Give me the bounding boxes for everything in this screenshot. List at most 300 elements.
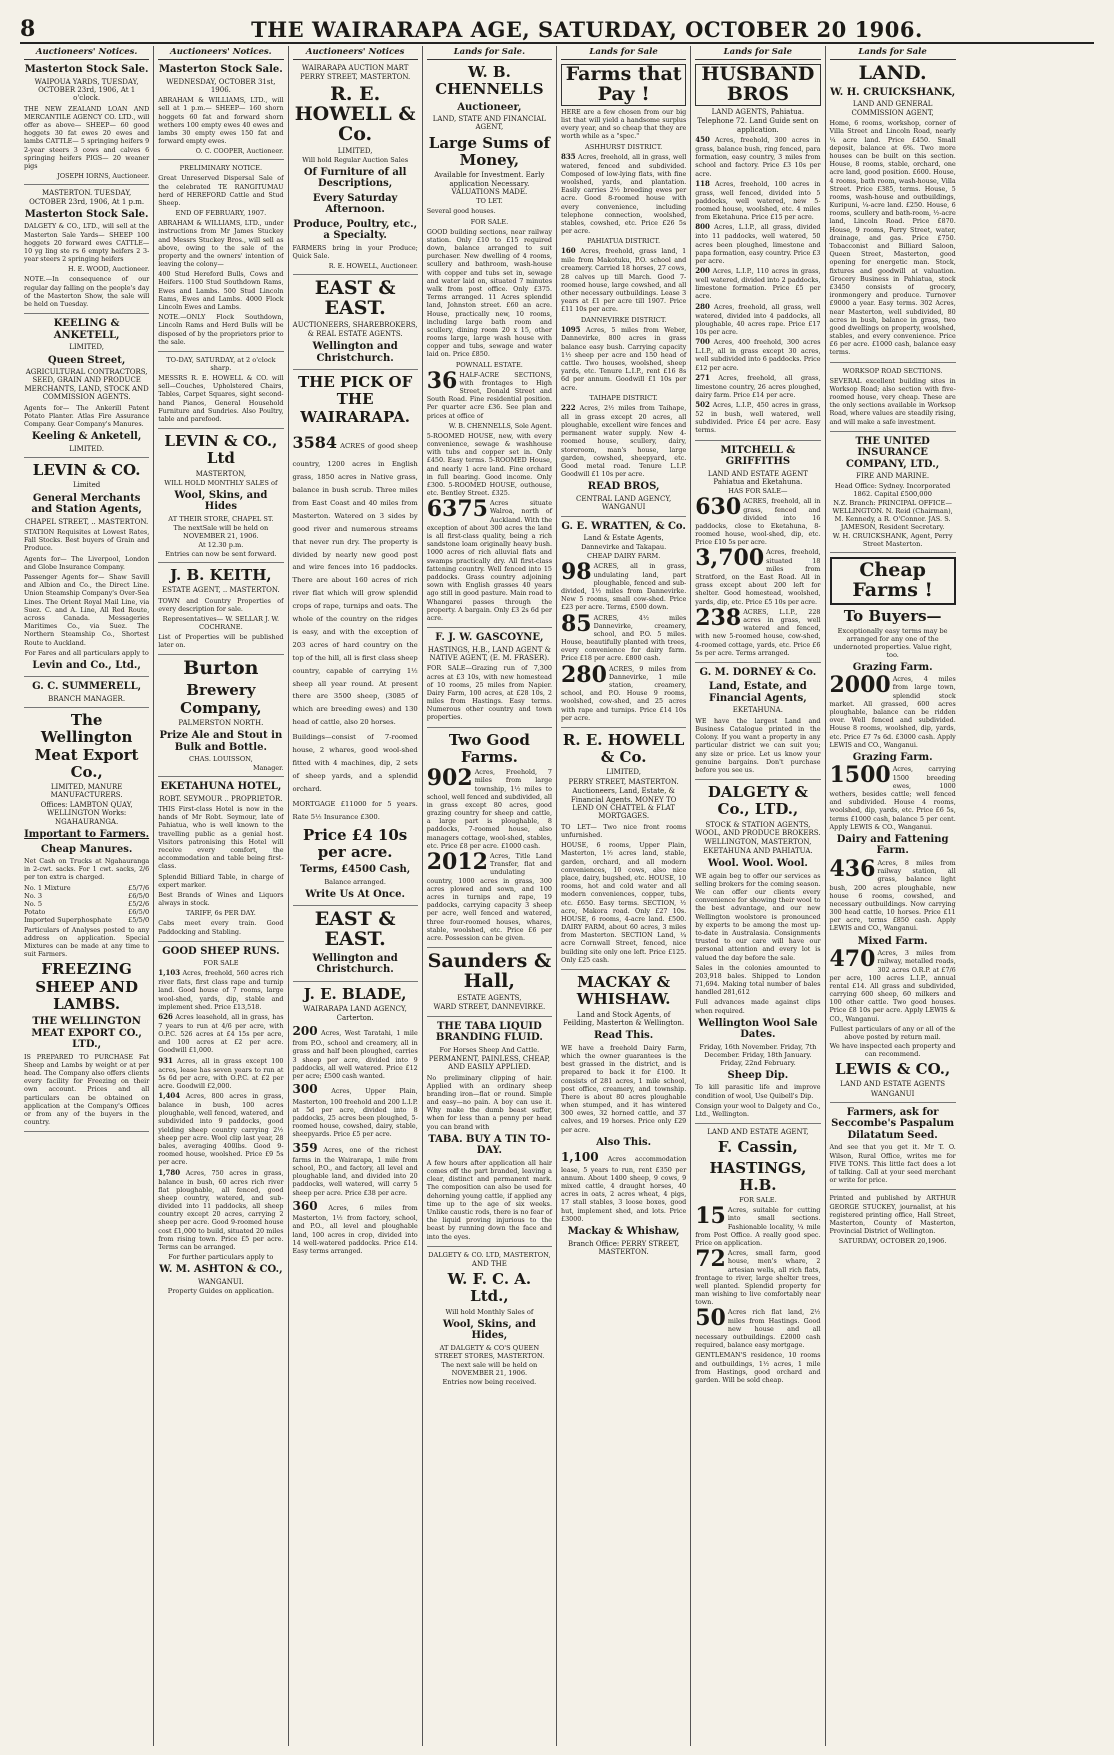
advert-price: Price £4 10s per acre.: [303, 825, 408, 861]
advert-body: Produce, Poultry, etc., a Specialty.: [293, 218, 418, 242]
advert-note: Entries can now be sent forward.: [165, 549, 277, 558]
advert-body: Friday, 16th November. Friday, 7th December. Friday, 18th January. Friday, 22nd February.: [699, 1042, 817, 1067]
advert-howell-auctions: [293, 64, 418, 275]
advert-body: ABRAHAM & WILLIAMS, LTD., under instructions from Mr James Stuckey and Messrs Stuckey Bros., will sell as above, owing to the sale of the property and the owners' intention of leaving the colony—: [158, 219, 284, 269]
advert-body: Will hold Regular Auction Sales: [302, 155, 409, 164]
advert-body: At 12.30 p.m.: [198, 540, 244, 549]
page-columns: [20, 46, 1094, 1746]
advert-subtitle: To Buyers—: [843, 606, 942, 625]
advert-title: Masterton Stock Sale.: [158, 64, 283, 75]
advert-title: J. E. BLADE,: [303, 984, 407, 1003]
listing: 280 Acres, freehold, all grass, well watered, divided into 4 paddocks, all ploughable, 40 acres rape. Price £17 10s per acre.: [695, 301, 821, 336]
advert-body: To kill parasitic life and improve condition of wool, Use Quibell's Dip.: [695, 1083, 821, 1100]
listing: 1095 Acres, 5 miles from Weber, Dannevirke, 800 acres in grass balance easy bush. Carrying capacity 1½ sheep per acre and 150 head of cattle. Two houses, woolshed, sheep yards, etc. Tenure L.I.P., rent £16 8s 6d per annum. Goodwill £1 10s per acre.: [561, 324, 687, 392]
advert-note: For further particulars apply to: [168, 1253, 274, 1262]
advert-note: Cabs meet every train. Good Paddocking and Stabling.: [158, 919, 284, 936]
advert-title: DALGETY & Co., LTD.,: [707, 783, 808, 819]
imprint: [830, 1194, 956, 1249]
advert-subtitle: END OF FEBRUARY, 1907.: [175, 209, 267, 218]
advert-body: Large Sums of Money,: [428, 133, 550, 170]
advert-pick-of-wairarapa: [293, 374, 418, 906]
advert-title: F. J. W. GASCOYNE,: [435, 632, 544, 644]
column-heading: Lands for Sale: [561, 46, 686, 60]
advert-title: Cheap Farms !: [830, 557, 956, 605]
district-heading: DANNEVIRKE DISTRICT.: [580, 315, 667, 324]
advert-east-east-2: [293, 910, 418, 982]
advert-body: 5-ROOMED HOUSE, new, with every convenience, sewage & washhouse with tubs and copper set in. Only £450. Easy terms. 5-ROOMED House, and nearly 1 acre land. Fine orchard in full bearing. Good income. Only £300. 5-ROOMED HOUSE, outhouse, etc. Bentley Street. £325.: [426, 431, 552, 498]
advert-mackay-whishaw: [561, 974, 686, 1260]
price-row: Imported Superphosphate £5/5/0: [24, 915, 150, 924]
column-5: [557, 46, 691, 1746]
advert-keeling-anketell: [24, 318, 149, 458]
advert-signature: W. B. CHENNELLS, Sole Agent.: [448, 421, 552, 430]
advert-body: WE again beg to offer our services as selling brokers for the coming season. We can offer our clients every convenience for showing their wool to the best advantage, and our new Wellington woolstore is pronounced by experts to be among the most up-to-date in Australasia. Consignments trusted to our care will have our personal attention and every lot is valued the day before the sale.: [695, 871, 821, 962]
advert-subtitle: Land and Stock Agents, of Feilding, Masterton & Wellington.: [563, 1010, 685, 1027]
listing: 271 Acres, freehold, all grass, limestone country, 26 acres ploughed, dairy farm. Price £14 per acre.: [695, 372, 821, 399]
imprint-date: SATURDAY, OCTOBER 20,1906.: [838, 1237, 947, 1246]
advert-subtitle: ESTATE AGENT, .. MASTERTON.: [161, 586, 280, 595]
advert-title: R. E. HOWELL & Co.: [294, 82, 416, 145]
advert-saunders-hall: [427, 952, 552, 1017]
advert-note: Particulars of Analyses posted to any address on application. Special Mixtures can be made at any time to suit Farmers.: [24, 925, 150, 959]
advert-eketahuna-hotel: [158, 781, 283, 942]
advert-subtitle: LAND AND GENERAL COMMISSION AGENT,: [851, 100, 934, 117]
advert-subtitle: HAS FOR SALE—: [728, 487, 788, 496]
listing: 1,780 Acres, 750 acres in grass, balance in bush, 60 acres rich river flat ploughable, all fenced, good sheep country, watered, and sub-divided into 11 paddocks, all sheep country except 20 acres, carrying 2 sheep per acre. Good 9-roomed house cost £1,000 to build, situated 20 miles from rising town. Price £5 per acre. Terms can be arranged.: [158, 1167, 284, 1252]
advert-subtitle: General Merchants and Station Agents,: [31, 492, 142, 516]
advert-subtitle: LAND, STATE AND FINANCIAL AGENT,: [432, 115, 546, 132]
listing: 238 ACRES, L.I.P., 228 acres in grass, well watered and fenced, with new 5-roomed house, cow-shed, 4-roomed cottage, yards, etc. Price £6 5s per acre. Terms arranged.: [695, 604, 821, 657]
advert-address: WANGANUI: [870, 1089, 915, 1098]
listing: 2012 Acres, Title Land Transfer, flat and undulating country, 1000 acres in grass, 300 acres plowed and sown, and 100 acres in turnips and rape, 19 paddocks, carrying capacity 3 sheep per acre, well fenced and watered, three four-roomed houses, whares, stable, woolshed, etc. Price £6 per acre. Possession can be given.: [426, 849, 552, 942]
price-row: No. 5 £5/2/6: [24, 899, 150, 908]
advert-body: Home, 6 rooms, workshop, corner of Villa Street and Lincoln Road, nearly ¼ acre land. Price £450. Small deposit, balance at 6%. Two more houses can be built on this section. House, 8 rooms, stable, orchard, one acre land, good position. £600. House, 4 rooms, bath room, wash-house, Villa Street. Price £385, terms. House, 5 rooms, wash-house and outbuildings, Kuripuni, ¼-acre land. £250. House, 6 rooms, scullery and bath-room, ½-acre land, Lincoln Road. Price £870. House, 9 rooms, Perry Street, water, drainage, and gas. Price £750. Tobacconist and Billiard Saloon, Queen Street, Masterton, good opening for energetic man. Stock, fixtures and goodwill at valuation. Grocery Business in Pahiatua, stock £3450 consists of grocery, ironmongery and produce. Turnover £9000 a year. Easy terms. 302 Acres, near Masterton, well subdivided, 80 acres in bush, balance in grass, two good dwellings on property, woolshed, stables, and every convenience. Price £6 per acre. £1000 cash, balance easy terms.: [829, 119, 956, 357]
advert-subtitle: Wellington Wool Sale Dates.: [698, 1017, 818, 1041]
advert-signature: LEWIS & CO.,: [835, 1059, 951, 1078]
listing: 931 Acres, all in grass except 100 acres, lease has seven years to run at 5s 6d per acre, with O.P.C. at £2 per acre. Goodwill £2,000.: [158, 1055, 284, 1090]
column-3: [289, 46, 423, 1746]
advert-signature: READ BROS,: [587, 481, 660, 493]
advert-body: DALGETY & CO., LTD., will sell at the Masterton Sale Yards— SHEEP 100 hoggets 20 forward ewes CATTLE— 10 yg ling ste rs 6 empty heifers 2 3-year steers 2 springing heifers: [24, 222, 150, 264]
advert-title: Masterton Stock Sale.: [24, 64, 149, 75]
advert-title: MACKAY & WHISHAW.: [576, 973, 671, 1009]
advert-farms-that-pay: [561, 64, 686, 517]
advert-body: FARMERS bring in your Produce; Quick Sale.: [292, 243, 418, 261]
advert-body: Net Cash on Trucks at Ngahauranga in 2-cwt. sacks. For 1 cwt. sacks, 2/6 per ton extra is charged.: [24, 857, 150, 882]
advert-body: Will hold Monthly Sales of: [445, 1307, 534, 1316]
listing: 436 Acres, 8 miles from railway station, all grass, balance light bush, 200 acres ploughable, new house 6 rooms, cowshed, and necessary outbuildings. Now carrying 300 head cattle, 10 horses. Price £11 per acre, terms £850 cash. Apply LEWIS and CO., Wanganui.: [829, 855, 956, 933]
advert-wellington-meat-export: [24, 712, 149, 1132]
advert-body: Head Office: Sydney. Incorporated 1862. Capital £500,000: [834, 481, 951, 498]
advert-keith: [158, 567, 283, 655]
advert-subtitle: STOCK & STATION AGENTS, WOOL, AND PRODUCE BROKERS.: [695, 820, 821, 837]
advert-signature: Mackay & Whishaw,: [567, 1226, 680, 1238]
advert-gascoyne: [427, 632, 552, 728]
advert-subtitle: THE WELLINGTON MEAT EXPORT CO., LTD.,: [31, 1016, 142, 1051]
advert-body: Sales in the colonies amounted to 203,918 bales. Shipped to London 71,694. Making total number of bales handled 281,612: [695, 963, 821, 997]
listing-heading: Grazing Farm.: [852, 751, 933, 763]
column-heading: Auctioneers' Notices.: [158, 46, 283, 60]
advert-subtitle: Brewery Company,: [180, 681, 262, 717]
advert-body: GENTLEMAN'S residence, 10 rooms and outbuildings, 1½ acres, 1 mile from Hastings, good orchard and garden. Will be sold cheap.: [695, 1351, 821, 1384]
advert-body: WE have a freehold Dairy Farm, which the owner guarantees is the best grassed in the district, and is prepared to back it for £100. It consists of 281 acres, 1 mile school, post office, creamery, and township. There is about 80 acres ploughable when stumped, and it has wintered 300 ewes, 32 horned cattle, and 37 calves, and 19 horses. Price only £29 per acre.: [561, 1043, 687, 1134]
listing: 626 Acres leasehold, all in grass, has 7 years to run at 4/6 per acre, with O.P.C. 526 acres at £4 15s per acre, and 100 acres at £2 per acre. Goodwill £1,000.: [158, 1011, 284, 1055]
advert-title: MITCHELL & GRIFFITHS: [720, 444, 796, 468]
advert-body: Agents for— The Ankerill Patent Potato Planter. Atlas Fire Assurance Company. Gear Company's Manures.: [24, 403, 150, 428]
advert-title: TO-DAY, SATURDAY, at 2 o'clock sharp.: [166, 355, 276, 372]
advert-body: GOOD building sections, near railway station. Only £10 to £15 required down, balance arranged to suit purchaser. New dwelling of 4 rooms, scullery and bathroom, wash-house with copper and tubs set in, sewage and water laid on, situated 7 minutes walk from post office. Only £375. Terms arranged. 11 Acres splendid land, Johnston street. £60 an acre. House, practically new, 10 rooms, including large bath room and scullery, dining room 20 x 15, other rooms large, large wash house with copper and tubs, sewage and water laid on. Price £850.: [426, 227, 552, 359]
imprint-text: Printed and published by ARTHUR GEORGE STUCKEY, journalist, at his registered printing office, Hall Street, Masterton, County of Masterton, Provincial District of Wellington.: [829, 1194, 956, 1236]
advert-title: HUSBAND BROS: [695, 64, 820, 106]
advert-subtitle: LAND AND ESTATE AGENTS: [840, 1080, 946, 1089]
advert-title: Burton: [183, 657, 259, 680]
advert-subtitle: TO LET.: [476, 197, 503, 206]
advert-subtitle: LIMITED,: [606, 768, 641, 777]
listing: 6375 Acres situate Walroa, north of Auckland. With the exception of about 300 acres the land is all first-class quality, being a rich sandstone loam originally heavy bush. 1000 acres of rich alluvial flats and swamps practically dry. All first-class fattening country. Well fenced into 15 paddocks. Grass country adjoining sown with English grasses 40 years ago still in good pasture. Main road to Whangarei passes through the property. A bargain. Only £3 2s 6d per acre.: [426, 496, 552, 622]
advert-subtitle: WAIPOUA YARDS, TUESDAY, OCTOBER 23rd, 1906, At 1 o'clock.: [34, 77, 139, 103]
listing: 300 Acres, Upper Plain, Masterton, 100 freehold and 200 L.I.P. at 5d per acre, divided into 8 paddocks, 25 acres been ploughed, 5-roomed house, cowshed, dairy, stable, sheepyards. Price £5 per acre.: [292, 1082, 418, 1139]
advert-body: No preliminary clipping of hair. Applied with an ordinary sheep branding iron—flat or round. Simple and easy—no pain. A boy can use it. Why make the dumb beast suffer, when for less than a penny per head you can brand with: [426, 1073, 552, 1131]
district-heading: ASHHURST DISTRICT.: [584, 142, 663, 151]
advert-title: LEVIN & CO.: [32, 461, 141, 480]
advert-signature: CHAS. LOUISSON,: [189, 755, 253, 764]
listing: 280 ACRES, 9 miles from Dannevirke, 1 mile station, creamery, school, and P.O. House 9 rooms, woolshed, cow-shed, and 25 acres with rape and turnips. Price £14 10s per acre.: [561, 661, 687, 722]
advert-body: MORTGAGE £11000 for 5 years. Rate 5½ Insurance £300.: [292, 799, 418, 821]
advert-title: G. M. DORNEY & Co.: [699, 666, 817, 678]
newspaper-title: THE WAIRARAPA AGE, SATURDAY, OCTOBER 20 1906.: [251, 17, 923, 42]
advert-subtitle: WEDNESDAY, OCTOBER 31st, 1906.: [166, 77, 276, 94]
advert-subtitle: Wool. Wool. Wool.: [707, 858, 808, 870]
advert-title: EKETAHUNA HOTEL,: [160, 781, 282, 793]
listing: 450 Acres, freehold, 300 acres in grass, balance bush, ring fenced, para formation, easy country, 3 miles from school and factory. Price £3 10s per acre.: [695, 135, 821, 178]
advert-subtitle: Queen Street,: [47, 354, 126, 366]
advert-address: WELLINGTON, MASTERTON, EKETAHUNA AND PAHIATUA.: [703, 838, 813, 855]
advert-address: WANGANUI.: [198, 1277, 244, 1286]
advert-subtitle: ROBT. SEYMOUR .. PROPRIETOR.: [159, 794, 283, 803]
advert-title: Two Good Farms.: [448, 730, 530, 766]
advert-united-insurance: [830, 436, 956, 553]
listing: 360 Acres, 6 miles from Masterton, 1½ from factory, school, and P.O., all level and ploughable land, 100 acres in crop, divided into 14 well-watered paddocks. Price £14. Easy terms arranged.: [292, 1198, 418, 1255]
advert-address: AT THEIR STORE, CHAPEL ST.: [168, 514, 274, 523]
advert-title: LEVIN & CO., Ltd: [164, 432, 278, 468]
advert-signature: H. E. WOOD, Auctioneer.: [68, 265, 150, 274]
advert-note: NOTE.—In consequence of our regular day falling on the people's day of the Masterton Show, the sale will be held on Tuesday.: [24, 275, 150, 308]
advert-subtitle: ESTATE AGENTS,: [457, 993, 522, 1002]
advert-title: GOOD SHEEP RUNS.: [162, 945, 280, 957]
advert-address: Offices: LAMBTON QUAY, WELLINGTON Works: NGAHAURANGA.: [40, 800, 133, 826]
listing: 1,103 Acres, freehold, 560 acres rich river flats, first class rape and turnip land. Good house of 7 rooms, large wool-shed, yards, dip, stable and implement shed. Price £13,518.: [158, 968, 284, 1011]
advert-signature: R. E. HOWELL, Auctioneer.: [328, 262, 418, 271]
advert-subtitle: Read This.: [594, 1030, 654, 1042]
advert-subtitle: LIMITED,: [69, 343, 104, 352]
listing: 3584 ACRES of good sheep country, 1200 acres in English grass, 1850 acres in Native grass, balance in bush scrub. Three miles from East Coast and 40 miles from Masterton. Watered on 3 sides by good river and numerous streams that never run dry. The property is divided by nearly new good post and wire fences into 16 paddocks. There are about 160 acres of rich river flat which will grow splendid crops of rape, turnips and oats. The whole of the country on the ridges is easy, and with the exception of 203 acres of hard country on the top of the hill, all is first class sheep country, capable of carrying 1½ sheep all year round. At present there are 3500 sheep, (3085 of which are breeding ewes) and 130 head of cattle, also 20 horses.: [292, 432, 418, 727]
listing: 118 Acres, freehold, 100 acres in grass, well fenced, divided into 5 paddocks, well watered, new 5-roomed house, woolshed, etc. 4 miles from Eketahuna. Price £15 per acre.: [695, 178, 821, 222]
advert-address: HASTINGS, H.B.: [709, 1158, 807, 1194]
column-heading: Lands for Sale.: [427, 46, 552, 60]
advert-call-to-action: Write Us At Once.: [305, 888, 405, 900]
advert-body: HERE are a few chosen from our big list that will yield a handsome surplus every year, and so cheap that they are worth while as a "spec.": [561, 107, 687, 141]
advert-body: The next sale will be held on NOVEMBER 21, 1906.: [441, 1360, 538, 1377]
advert-note: Consign your wool to Dalgety and Co., Ltd., Wellington.: [695, 1101, 821, 1118]
advert-body: And see that you get it. Mr T. O. Wilson, Rural Office, writes me for FIVE TONS. This little fact does a lot of talking. Call at your seed merchant or write for price.: [829, 1143, 956, 1185]
column-heading: Auctioneers' Notices: [293, 46, 418, 60]
advert-body: Buildings—consist of 7-roomed house, 2 whares, good wool-shed fitted with 4 machines, dip, 2 sets of sheep yards, and a splendid orchard.: [292, 733, 418, 793]
advert-subtitle: PERMANENT, PAINLESS, CHEAP, AND EASILY APPLIED.: [428, 1054, 551, 1072]
advert-call-to-action: TABA. BUY A TIN TO-DAY.: [428, 1133, 551, 1157]
advert-title: THE UNITED INSURANCE COMPANY, LTD.,: [846, 435, 940, 470]
advert-address: AT DALGETY & CO'S QUEEN STREET STORES, MASTERTON.: [434, 1343, 545, 1360]
advert-preliminary-notice: [158, 164, 283, 352]
advert-body: WE have the largest Land and Business Catalogue printed in the Colony. If you want a property in any particular district we can suit you; any size or price. Let us know your genuine bargains. Don't purchase before you see us.: [695, 716, 821, 774]
advert-title: Farms that Pay !: [561, 64, 686, 106]
advert-note: List of Properties will be published later on.: [158, 633, 284, 650]
advert-subtitle: FIRE AND MARINE.: [856, 472, 930, 481]
page-number: 8: [20, 16, 36, 42]
advert-howell-land: [561, 732, 686, 970]
advert-title: W. F. C. A. Ltd.,: [447, 1270, 532, 1306]
advert-address: Wellington and Christchurch.: [312, 952, 398, 976]
advert-body: ABRAHAM & WILLIAMS, LTD., will sell at 1 p.m.— SHEEP— 160 shorn hoggets 60 fat and forward shorn wethers 100 empty ewes 40 ewes and lambs 30 empty ewes 150 fat and forward empty ewes.: [158, 96, 284, 146]
advert-signature: O. C. COOPER, Auctioneer.: [195, 147, 284, 156]
listing: 200 Acres, West Taratahi, 1 mile from P.O., school and creamery, all in grass and half been ploughed, carries 3 sheep per acre, divided into 9 paddocks, all well watered. Price £12 per acre; £500 cash wanted.: [292, 1023, 418, 1081]
advert-title: Farmers, ask for Seccombe's Paspalum Dilatatum Seed.: [831, 1106, 955, 1141]
advert-subtitle: Also This.: [596, 1136, 652, 1148]
advert-subtitle: AUCTIONEERS, SHAREBROKERS, & REAL ESTATE AGENTS.: [292, 321, 418, 338]
column-6: [691, 46, 825, 1746]
advert-body: Passenger Agents for— Shaw Savill and Albion and Co., the Direct Line. Union Steamship Company's Over-Sea Lines. The Orient Royal Mail Line, via Suez. C. and A. Line, All Red Route, across Canada. Messageries Maritimes Co., via Suez. The Northern Steamship Co., Shortest Route to Auckland.: [24, 573, 150, 647]
advert-levin-wool: [158, 433, 283, 563]
advert-subtitle: For Horses Sheep And Cattle.: [439, 1045, 540, 1054]
listing: 630 ACRES, freehold, all in grass, fenced and divided into 16 paddocks, close to Eketahuna, 8-roomed house, wool-shed, dip, etc. Price £10 5s per acre.: [695, 494, 821, 547]
advert-subtitle: BRANCH MANAGER.: [48, 694, 126, 703]
advert-body: N.Z. Branch: PRINCIPAL OFFICE—WELLINGTON. N. Reid (Chairman), M. Kennedy, a R. O'Connor. JAS. S. JAMESON, Resident Secretary.: [832, 498, 953, 531]
advert-body: FOR SALE—Grazing run of 7,300 acres at £3 10s, with new homestead of 10 rooms, 25 miles from Napier. Dairy Farm, 100 acres, at £28 10s, 2 miles from Hastings. Easy terms. Numerous other country and town properties.: [426, 664, 552, 722]
advert-cassin: [695, 1128, 820, 1389]
advert-title: THE TABA LIQUID BRANDING FLUID.: [435, 1020, 543, 1044]
advert-signature: Keeling & Anketell,: [31, 431, 142, 443]
advert-title: LAND.: [858, 62, 927, 84]
listing: 470 Acres, 3 miles from railway, metalled roads, 302 acres O.R.P. at £7/6 per acre, 100 acres L.I.P., annual rental £14. All grass and subdivided, carrying 600 sheep, 60 milkers and 100 other cattle. Two good houses. Price £8 10s per acre. Apply LEWIS & CO., Wanganui.: [829, 946, 956, 1023]
column-7: [826, 46, 960, 1746]
advert-abraham-williams-sale: [158, 64, 283, 160]
advert-subtitle: LAND AGENTS, Pahiatua.: [711, 107, 805, 116]
advert-subtitle: LAND AND ESTATE AGENT Pahiatua and Eketahuna.: [707, 469, 808, 486]
listing: 72 Acres, small farm, good house, men's whare, 2 artesian wells, all rich flats, frontage to river, large shelter trees, well planted. Splendid property for man wishing to live comfortably near town.: [695, 1246, 821, 1307]
advert-worksop-road: [830, 367, 956, 432]
price-row: No. 3 £6/5/0: [24, 891, 150, 900]
district-heading: PAHIATUA DISTRICT.: [587, 237, 661, 246]
advert-title: PRELIMINARY NOTICE.: [179, 164, 263, 173]
advert-body: Several good houses.: [426, 207, 496, 216]
listing-heading: Dairy and Fattening Farm.: [836, 833, 949, 857]
advert-subtitle: LIMITED,: [337, 146, 373, 155]
listing: 502 Acres, L.I.P., 450 acres in grass, 52 in bush, well watered, well subdivided. Price £4 per acre. Easy terms.: [695, 400, 821, 435]
advert-subtitle: POWNALL ESTATE.: [455, 360, 523, 369]
advert-body: A few hours after application all hair comes off the part branded, leaving a clear, distinct and permanent mark. The composition can also be used for dehorning young cattle, if applied any time up to the age of six weeks. Unlike caustic rods, there is no fear of the liquid proving injurious to the beast by running down the face and into the eyes.: [426, 1158, 552, 1241]
advert-chennells: [427, 64, 552, 628]
advert-signature: JOSEPH IORNS, Auctioneer.: [57, 172, 150, 181]
column-1: [20, 46, 154, 1746]
listing: 50 Acres rich flat land, 2½ miles from Hastings. Good new house and all necessary outbuildings. £2000 cash required, balance easy mortgage.: [695, 1305, 821, 1350]
advert-dalgety-wool: [695, 784, 820, 1124]
listing: 36 HALF-ACRE SECTIONS, with frontages to High Street, Donald Street and South Road. Fine residential position. Per quarter acre £36. See plan and prices at office of: [426, 367, 552, 420]
advert-title: Important to Farmers.: [24, 829, 150, 841]
advert-body: Representatives— W. SELLAR J. W. COCHRANE.: [162, 615, 280, 631]
advert-subtitle: Auctioneers, Land, Estate, & Financial Agents. MONEY TO LEND ON CHATTEL & FLAT MORTGAGES.: [570, 787, 677, 821]
advert-body: THIS First-class Hotel is now in the hands of Mr Robt. Seymour, late of Pahiatua, who is well known to the travelling public as a genial host. Visitors patronising this Hotel will receive every comfort, the accommodation and table being first-class.: [158, 805, 284, 871]
listing: 98 ACRES, all in grass, undulating land, part ploughable, fenced and sub-divided, 1½ miles from Dannevirke. New 5 rooms, small cow-shed. Price £23 per acre. Terms, £500 down.: [561, 559, 687, 612]
column-heading: Auctioneers' Notices.: [24, 46, 149, 60]
advert-body: TO LET— Two nice front rooms unfurnished.: [561, 822, 687, 840]
advert-subtitle: FOR SALE: [203, 959, 239, 968]
advert-title: R. E. HOWELL & Co.: [562, 730, 685, 767]
advert-good-sheep-runs: [158, 946, 283, 1299]
price-row: No. 1 Mixture £5/7/6: [24, 883, 150, 892]
advert-subtitle: AND THE: [471, 1259, 507, 1268]
advert-title: G. C. SUMMERELL,: [32, 681, 142, 693]
advert-subtitle: CHEAP DAIRY FARM.: [586, 552, 661, 561]
advert-mitchell-griffiths: [695, 445, 820, 663]
listing: 85 ACRES, 4½ miles Dannevirke, creamery, school, and P.O. 5 miles. House, beautifully planted with trees, every convenience for dairy farm. Price £18 per acre. £800 cash.: [561, 610, 687, 663]
advert-title: WORKSOP ROAD SECTIONS.: [842, 366, 943, 375]
advert-body: THE NEW ZEALAND LOAN AND MERCANTILE AGENCY CO. LTD., will offer as above— SHEEP— 60 good hoggets 30 fat ewes 20 ewes and lambs CATTLE— 5 springing heifers 9 2-year steers 3 cows and calves 6 springing heifers PIGS— 20 weaner pigs: [24, 104, 150, 170]
advert-subtitle: Wool, Skins, and Hides: [174, 489, 268, 513]
advert-body: TARIFF, 6s PER DAY.: [185, 909, 256, 918]
advert-subtitle: WAIRARAPA LAND AGENCY, Carterton.: [303, 1005, 407, 1022]
advert-title: W. B. CHENNELLS: [435, 63, 544, 99]
advert-masterton-stock-sale: [24, 64, 149, 185]
advert-address: CHAPEL STREET, .. MASTERTON.: [25, 517, 149, 526]
manure-price-list: [24, 884, 149, 924]
advert-address: PALMERSTON NORTH.: [178, 718, 264, 727]
listing-heading: Mixed Farm.: [857, 935, 928, 947]
listing: 1500 Acres, carrying 1500 breeding ewes, 1000 wethers, besides cattle; well fenced and subdivided. House 4 rooms, woolshed, dip, yards, etc. Price £6 5s, terms £1000 cash, balance 5 per cent. Apply LEWIS & CO., Wanganui.: [829, 762, 956, 831]
masthead: [20, 14, 1094, 44]
advert-cheap-farms: [830, 557, 956, 1103]
advert-summerell: [24, 681, 149, 708]
advert-title: Saunders & Hall,: [427, 950, 552, 993]
advert-title: FREEZING SHEEP AND LAMBS.: [35, 960, 138, 1013]
advert-body: STATION Requisites at Lowest Rates, Fall Stocks. Best buyers of Grain and Produce.: [24, 528, 150, 553]
advert-address: Dannevirke and Takapau.: [580, 543, 667, 552]
advert-subtitle: W. H. CRUICKSHANK,: [830, 86, 956, 98]
advert-levin-co: [24, 462, 149, 677]
advert-body: HOUSE, 6 rooms, Upper Plain, Masterton, 1½ acres land, stable, garden, orchard, and all modern conveniences, 10 cows, also nice place, dairy, bugshed, etc. HOUSE, 10 rooms, hot and cold water and all modern conveniences, copper, tubs, etc. £650. Easy terms. SECTION, ½ acre, Makora road. Only £27 10s. HOUSE, 6 rooms, 4-acre land. £500. DAIRY FARM, about 60 acres, 3 miles from Masterton. SECTION Land, ¼ acre Cornwall Street, fenced, nice building site only one left. Price £125. Only £25 cash.: [561, 841, 687, 964]
column-heading: Lands for Sale: [830, 46, 956, 60]
advert-subtitle: LIMITED, MANURE MANUFACTURERS.: [50, 783, 123, 800]
advert-subtitle: LAND AND ESTATE AGENT,: [707, 1128, 809, 1137]
advert-burton-brewery: [158, 659, 283, 777]
advert-title: Cheap Manures.: [40, 843, 133, 855]
column-4: [423, 46, 557, 1746]
advert-subtitle: LIMITED.: [69, 444, 104, 453]
listing: 902 Acres, Freehold, 7 miles from large township, 1½ miles to school, well fenced and subdivided, all in grass except 80 acres, good grazing country for sheep and cattle, a large part is ploughable, 8 paddocks, 7-roomed house, also managers cottage, wool-shed, stables, etc. Price £8 per acre. £1000 cash.: [426, 765, 552, 850]
advert-body: 400 Stud Hereford Bulls, Cows and Heifers. 1100 Stud Southdown Rams, Ewes and Lambs. 500 Stud Lincoln Rams, Ewes and Lambs. 4000 Flock Lincoln Ewes and Lambs.: [158, 270, 284, 312]
advert-signature: W. H. CRUICKSHANK, Agent, Perry Street Masterton.: [832, 531, 953, 548]
advert-title: F. Cassin,: [717, 1138, 798, 1157]
listing: 200 Acres, L.I.P., 110 acres in grass, well watered, divided into 2 paddocks, limestone formation. Price £5 per acre.: [695, 266, 821, 301]
advert-body: IS PREPARED TO PURCHASE Fat Sheep and Lambs by weight or at per head. The Company also offers clients every facility for Freezing on their own account. Prices and all particulars can be obtained on application at the Company's Offices or from any of the buyers in the country.: [24, 1052, 150, 1127]
advert-title: THE PICK OF THE WAIRARAPA.: [298, 373, 413, 426]
advert-note: Entries now being received.: [442, 1377, 537, 1386]
advert-title: EAST & EAST.: [314, 908, 396, 950]
advert-address: Branch Office: PERRY STREET, MASTERTON.: [568, 1239, 680, 1256]
listing: 835 Acres, freehold, all in grass, well watered, fenced and subdivided. Composed of low-lying flats, with fine woolshed, yards, and plantation. Easily carries 2½ breeding ewes per acre. Good 8-roomed house with every convenience, including telephone connection, woolshed, stables, cowshed, etc. Price £26 5s per acre.: [561, 151, 687, 236]
advert-body: AGRICULTURAL CONTRACTORS, SEED, GRAIN AND PRODUCE MERCHANTS, LAND, STOCK AND COMMISSION AGENTS.: [24, 368, 149, 402]
advert-subtitle: Limited: [73, 481, 101, 490]
advert-dorney: [695, 667, 820, 780]
listing: 800 Acres, L.I.P., all grass, divided into 11 paddocks, well watered, 50 acres been ploughed, limestone and papa formation, easy country. Price £3 per acre.: [695, 222, 821, 265]
listing: 1,100 Acres accommodation lease, 5 years to run, rent £350 per annum. About 1400 sheep, 9 cows, 9 mixed cattle, 4 draught horses, 40 acres in oats, 2 acres wheat, 4 pigs, 17 stall stables, 3 loose boxes, good hut, implement shed, and lots. Price £3000.: [561, 1150, 687, 1223]
advert-blade: [293, 986, 418, 1260]
advert-today-sale: [158, 356, 283, 429]
advert-body: Every Saturday Afternoon.: [312, 192, 398, 216]
advert-subtitle: HASTINGS, H.B., LAND AGENT & NATIVE AGENT, (E. M. FRASER).: [427, 645, 551, 662]
listing: 2000 Acres, 4 miles from large town, splendid stock market. All grassed, 600 acres ploughable, balance can be ridden over. Well fenced and subdivided. House 8 rooms, woolshed, dip, yards, etc. Price £7 7s 6d. £3000 cash. Apply LEWIS and CO., Wanganui.: [829, 672, 956, 749]
advert-address: PERRY STREET, MASTERTON.: [299, 73, 411, 82]
listing: 222 Acres, 2½ miles from Taihape, all in grass except 20 acres, all ploughable, excellent wire fences and permanent water supply. New 4-roomed house, scullery, dairy, storeroom, man's house, large garden, cowshed, sheepyard, etc. Good metal road. Tenure L.I.P. Goodwill £1 10s per acre.: [561, 402, 687, 479]
advert-body: Balance arranged.: [324, 877, 386, 886]
advert-note: We have inspected each property and can recommend.: [829, 1041, 956, 1058]
advert-body: TOWN and Country Properties of every description for sale.: [158, 596, 284, 613]
advert-title: Masterton Stock Sale.: [24, 208, 149, 220]
advert-subtitle: FOR SALE.: [470, 217, 509, 226]
advert-body: Available for Investment. Early application Necessary. VALUATIONS MADE.: [434, 171, 545, 197]
advert-paspalum-seed: [830, 1107, 956, 1190]
advert-address: EKETAHUNA.: [732, 706, 783, 715]
advert-body: MESSRS R. E. HOWELL & CO. will sell—Couches, Upholstered Chairs, Tables, Carpet Squares, sight second-hand Pianos, General Household Furniture and Sundries. Also Poultry, table and parefood.: [158, 373, 284, 423]
advert-body: Terms, £4500 Cash,: [300, 864, 411, 876]
advert-subtitle: FOR SALE.: [739, 1196, 777, 1205]
advert-address: PERRY STREET, MASTERTON.: [568, 777, 679, 786]
advert-subtitle: MASTERTON,: [195, 469, 246, 478]
advert-wratten: [561, 521, 686, 728]
advert-title: KEELING & ANKETELL,: [53, 318, 120, 341]
advert-subtitle: Sheep Dip.: [727, 1069, 789, 1081]
advert-subtitle: Auctioneer,: [457, 101, 522, 113]
advert-note: Property Guides on application.: [167, 1287, 274, 1296]
advert-cruickshank: [830, 64, 956, 363]
advert-subtitle: MASTERTON. TUESDAY, OCTOBER 23rd, 1906, At 1 p.m.: [29, 189, 145, 206]
column-2: [154, 46, 288, 1746]
listing: 1,404 Acres, 800 acres in grass, balance in bush, 100 acres ploughable, well fenced, watered, and subdivided into 9 paddocks, good yielding sheep country carrying 2½ sheep per acre. Wool clip last year, 28 bales, averaging 400lbs. Good 9-roomed house, woolshed. Price £9 5s per acre.: [158, 1091, 284, 1167]
advert-dalgety-wfca: [427, 1251, 552, 1390]
advert-east-east: [293, 279, 418, 370]
advert-body: WILL HOLD MONTHLY SALES of: [164, 478, 278, 487]
advert-subtitle: WAIRARAPA AUCTION MART: [301, 64, 409, 72]
district-heading: TAIHAPE DISTRICT.: [589, 393, 658, 402]
advert-body: Splendid Billiard Table, in charge of expert marker.: [158, 872, 284, 889]
listing: 359 Acres, one of the richest farms in the Wairarapa, 1 mile from school, P.O., and factory, all level and ploughable land, and divided into 20 paddocks, well watered, will carry 5 sheep per acre. Price £38 per acre.: [292, 1140, 418, 1197]
advert-title: J. B. KEITH,: [170, 565, 272, 584]
advert-body: Prize Ale and Stout in Bulk and Bottle.: [159, 730, 283, 753]
advert-body: Great Unreserved Dispersal Sale of the celebrated TE RANGITUMAU herd of HEREFORD Cattle and Stud Sheep.: [158, 174, 284, 207]
advert-address: WARD STREET, DANNEVIRKE.: [433, 1003, 546, 1012]
listing: 3,700 Acres, freehold, situated 18 miles from Stratford, on the East Road. All in grass except about 200 left for shelter. Good homestead, woolshed, yards, dip, etc. Price £5 10s per acre.: [695, 545, 821, 606]
advert-body: Agents for— The Liverpool, London and Globe Insurance Company.: [24, 554, 150, 571]
listing: 700 Acres, 400 freehold, 300 acres L.I.P., all in grass except 30 acres, well subdivided into 6 paddocks. Price £12 per acre.: [695, 337, 821, 372]
advert-body: SEVERAL excellent building sites in Worksop Road; also section with five-roomed house, very cheap. These are the only sections available in Worksop Road, where values are steadily rising, and will make a safe investment.: [829, 376, 956, 426]
column-heading: Lands for Sale: [695, 46, 820, 60]
advert-note: NOTE.—ONLY Flock Southdown, Lincoln Rams and Herd Bulls will be disposed of by the proprietors prior to the sale.: [158, 313, 284, 346]
advert-subtitle: Wool, Skins, and Hides,: [442, 1318, 536, 1342]
advert-signature: Levin and Co., Ltd.,: [32, 659, 141, 671]
listing: 15 Acres, suitable for cutting into small sections. Fashionable locality, ¼ mile from Post Office. A really good spec. Price on application.: [695, 1203, 821, 1247]
advert-title: DALGETY & CO. LTD, MASTERTON,: [428, 1250, 551, 1259]
advert-title: The Wellington Meat Export Co.,: [34, 711, 139, 781]
advert-contact: Telephone 72. Land Guide sent on application.: [697, 117, 819, 134]
advert-signature: W. M. ASHTON & CO.,: [159, 1264, 283, 1276]
